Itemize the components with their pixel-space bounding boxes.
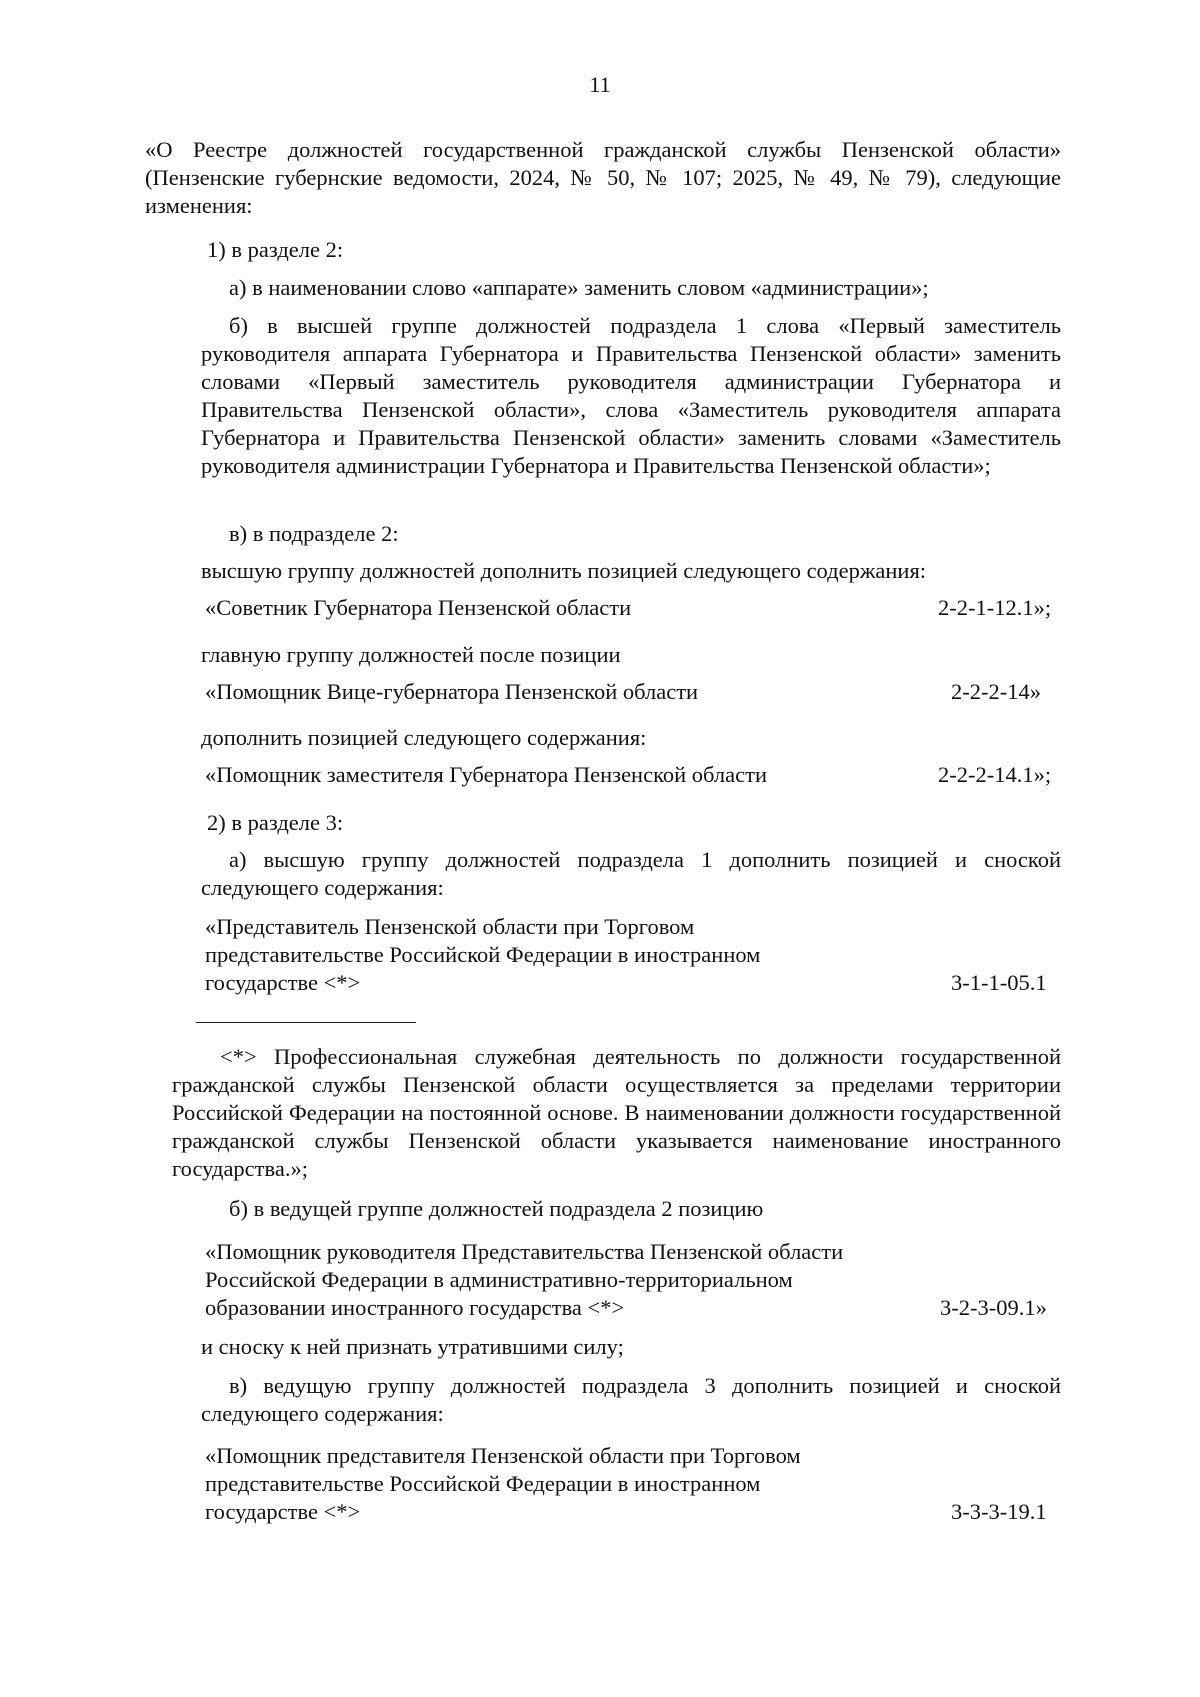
v-line-1: высшую группу должностей дополнить позицией следующего содержания: bbox=[201, 558, 927, 583]
item-1-a: а) в наименовании слово «аппарате» заменить словом «администрации»; bbox=[229, 275, 929, 300]
position-code-6: 3-3-3-19.1 bbox=[951, 1499, 1047, 1524]
b-line: и сноску к ней признать утратившими силу; bbox=[201, 1334, 624, 1359]
v-line-3: дополнить позицией следующего содержания: bbox=[201, 725, 647, 750]
position-line: представительстве Российской Федерации в иностранном bbox=[205, 942, 761, 967]
position-text: «Помощник Вице-губернатора Пензенской области bbox=[205, 679, 699, 704]
position-code-5: 3-2-3-09.1» bbox=[940, 1295, 1047, 1320]
position-line: государстве <*> bbox=[205, 1499, 361, 1524]
item-1-b: б) в высшей группе должностей подраздела 1 слова «Первый заместитель руководителя аппарата Губернатора и Правительства Пензенской области» заменить словами «Первый заместитель руководителя администрации Губернатора и Правительства Пензенской области», слова «Заместитель руководителя аппарата Губернатора и Правительства Пензенской области» заменить словами «Заместитель руководителя администрации Губернатора и Правительства Пензенской области»; bbox=[201, 313, 1061, 478]
item-2-heading: 2) в разделе 3: bbox=[207, 810, 344, 835]
item-2-v: в) ведущую группу должностей подраздела 3 дополнить позицией и сноской следующего содержания: bbox=[201, 1373, 1061, 1426]
position-line: Российской Федерации в административно-территориальном bbox=[205, 1267, 793, 1292]
position-text: «Помощник заместителя Губернатора Пензенской области bbox=[205, 762, 767, 787]
item-2-b: б) в ведущей группе должностей подраздела 2 позицию bbox=[229, 1196, 764, 1221]
position-text: «Советник Губернатора Пензенской области bbox=[205, 595, 632, 620]
page-number: 11 bbox=[589, 72, 611, 97]
position-block-6 bbox=[205, 1442, 913, 1526]
position-code: 2-2-2-14» bbox=[951, 679, 1041, 704]
position-code: 2-2-1-12.1»; bbox=[938, 595, 1052, 620]
position-line: образовании иностранного государства <*> bbox=[205, 1295, 625, 1320]
position-line: представительстве Российской Федерации в иностранном bbox=[205, 1471, 761, 1496]
position-line: «Помощник руководителя Представительства Пензенской области bbox=[205, 1239, 844, 1264]
item-2-a: а) высшую группу должностей подраздела 1 дополнить позицией и сноской следующего содержания: bbox=[201, 847, 1061, 900]
item-1-heading: 1) в разделе 2: bbox=[207, 237, 344, 262]
position-block-4 bbox=[205, 913, 913, 997]
item-1-v: в) в подразделе 2: bbox=[229, 521, 399, 546]
position-line: государстве <*> bbox=[205, 970, 361, 995]
position-line: «Представитель Пензенской области при Торговом bbox=[205, 914, 695, 939]
footnote-text: <*> Профессиональная служебная деятельность по должности государственной гражданской службы Пензенской области осуществляется за пределами территории Российской Федерации на постоянной основе. В наименовании должности государственной гражданской службы Пензенской области указывается наименование иностранного государства.»; bbox=[172, 1044, 1061, 1181]
position-block-5 bbox=[205, 1238, 913, 1322]
footnote-separator bbox=[196, 1022, 416, 1023]
position-code: 2-2-2-14.1»; bbox=[938, 762, 1052, 787]
intro-paragraph: «О Реестре должностей государственной гражданской службы Пензенской области» (Пензенские губернские ведомости, 2024, № 50, № 107; 2025, № 49, № 79), следующие изменения: bbox=[145, 137, 1061, 218]
position-line: «Помощник представителя Пензенской области при Торговом bbox=[205, 1443, 801, 1468]
v-line-2: главную группу должностей после позиции bbox=[201, 642, 621, 667]
position-code-4: 3-1-1-05.1 bbox=[951, 970, 1047, 995]
